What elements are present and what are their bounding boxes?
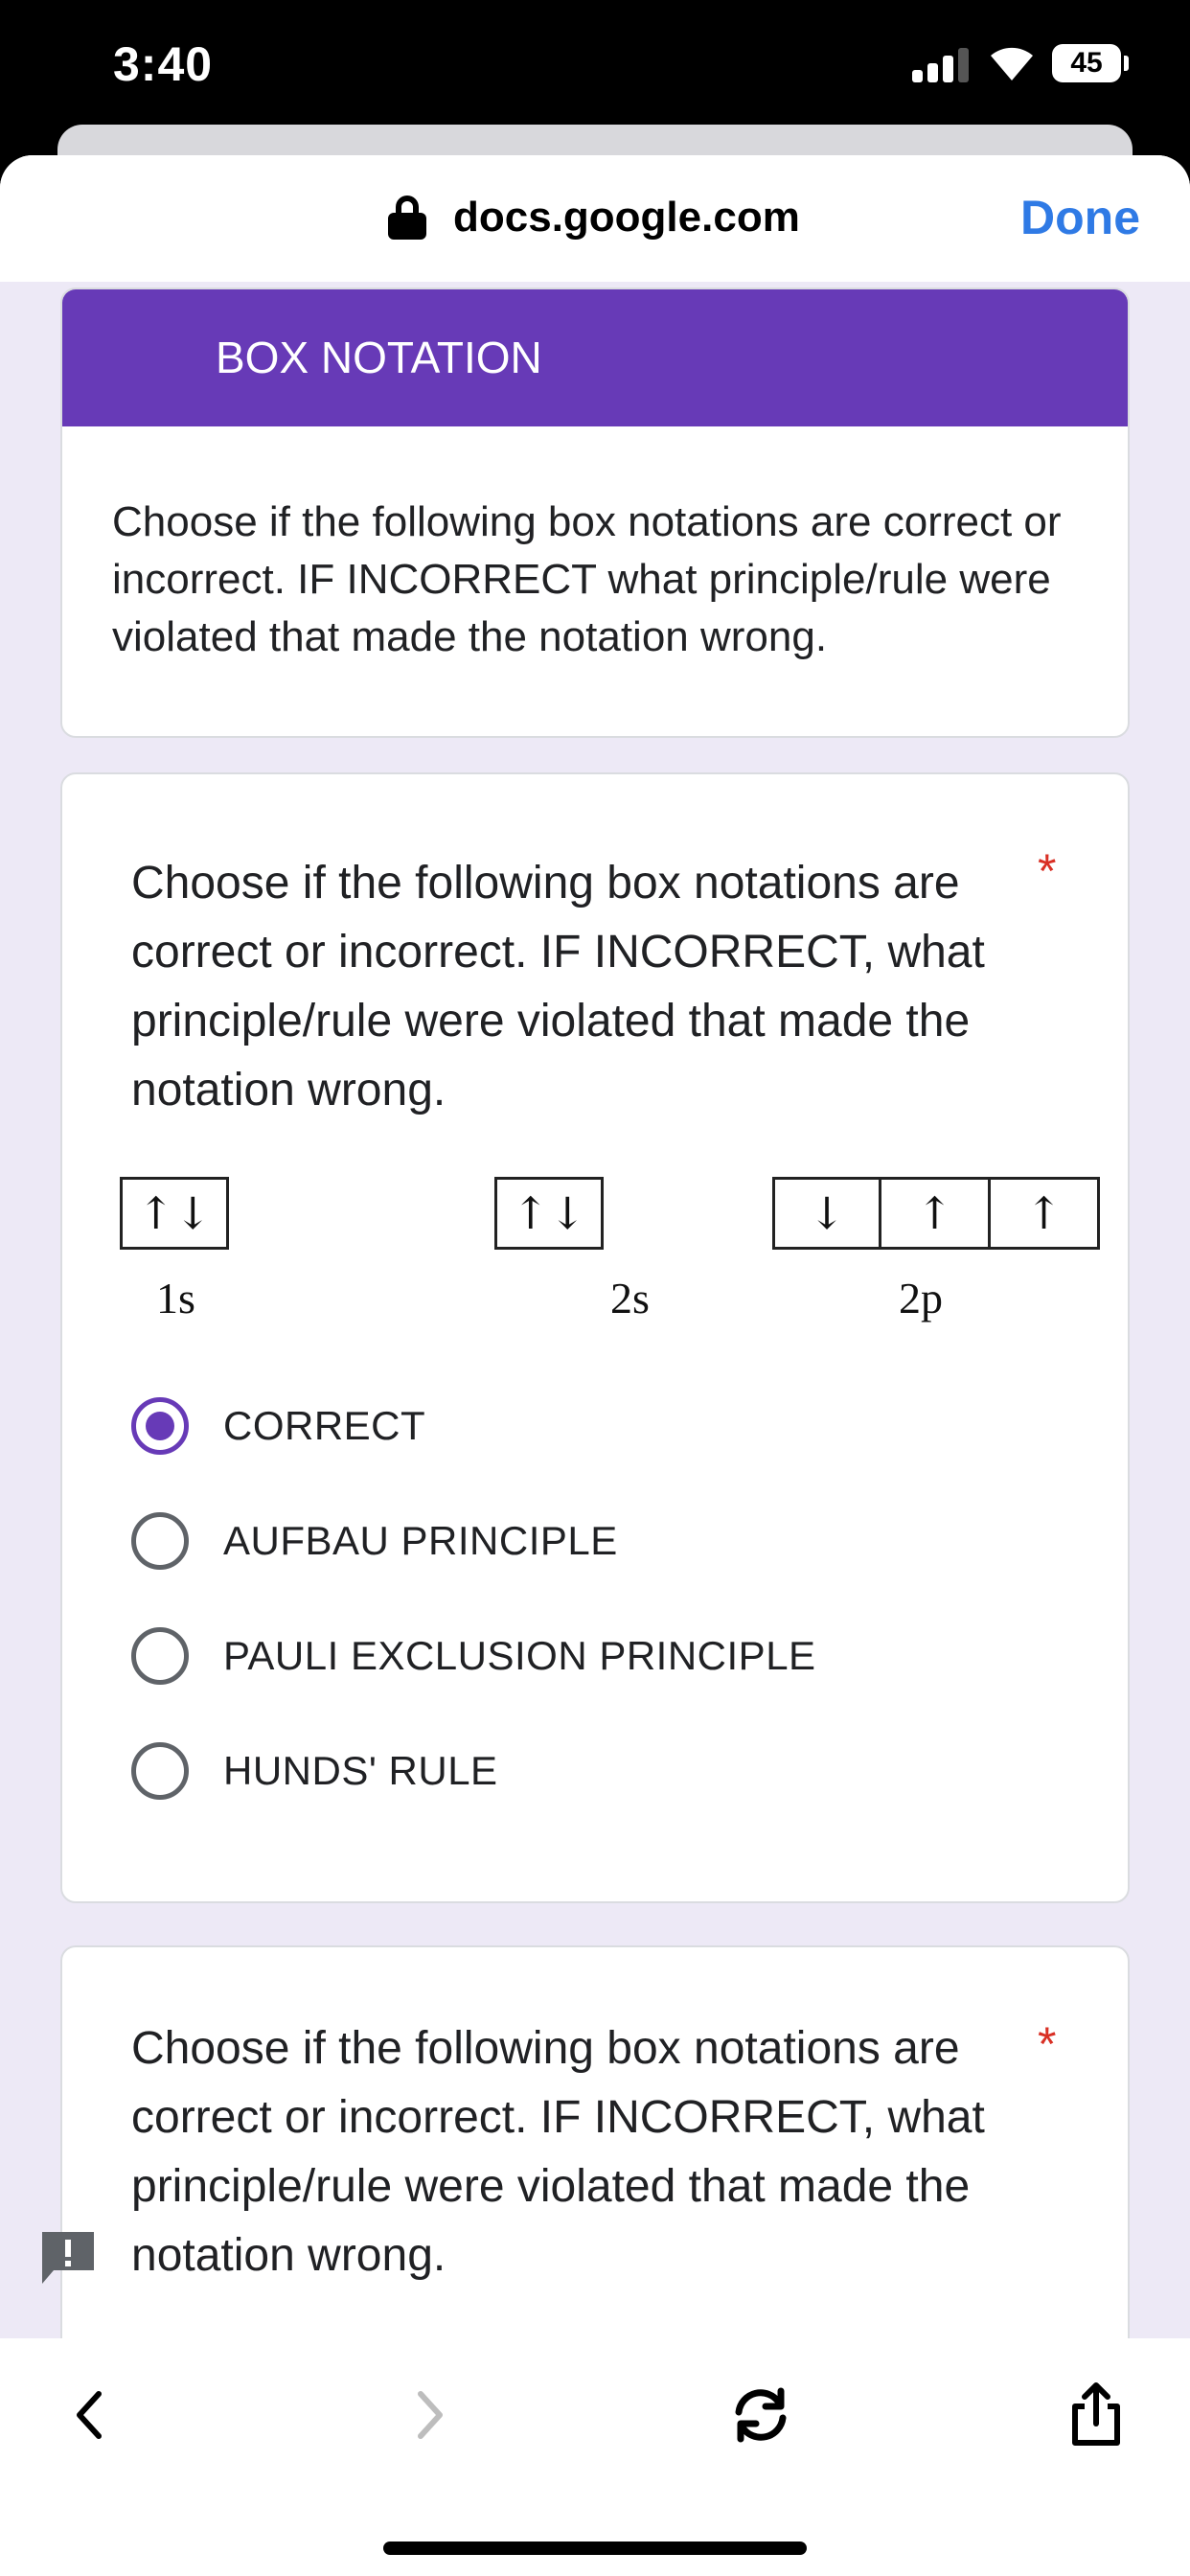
url-bar[interactable] [0, 155, 1190, 282]
orbital-box: ↑↓ [494, 1177, 604, 1250]
back-button[interactable] [42, 2367, 138, 2463]
orbital-box: ↑ [881, 1177, 991, 1250]
question-card [60, 1945, 1130, 2338]
question-title: Choose if the following box notations are correct or incorrect. IF INCORRECT, what principle/rule were violated that made the notation wrong. [131, 858, 985, 1116]
orbital-box: ↑↓ [120, 1177, 229, 1250]
option-pauli-exclusion-principle[interactable] [131, 1627, 1089, 1742]
cellular-signal-icon [912, 48, 970, 82]
form-content[interactable] [0, 282, 1190, 2338]
option-label[interactable]: CORRECT [223, 1403, 426, 1448]
url-domain[interactable]: docs.google.com [453, 194, 800, 241]
radio-button[interactable] [131, 1627, 189, 1685]
wifi-icon [987, 42, 1037, 82]
reload-button[interactable] [713, 2367, 809, 2463]
orbital-2p [772, 1177, 1100, 1250]
radio-group [131, 1397, 1089, 1857]
forward-icon [405, 2386, 453, 2444]
option-aufbau-principle[interactable] [131, 1512, 1089, 1627]
orbital-2s [494, 1177, 604, 1250]
radio-button[interactable] [131, 1512, 189, 1570]
back-icon [66, 2386, 114, 2444]
option-hunds-rule[interactable] [131, 1742, 1089, 1857]
radio-button-selected[interactable] [131, 1397, 189, 1455]
required-asterisk: * [1038, 2017, 1057, 2071]
option-label[interactable]: AUFBAU PRINCIPLE [223, 1518, 618, 1563]
reload-icon [727, 2381, 794, 2449]
section-title: BOX NOTATION [62, 289, 1128, 426]
box-notation-diagram [120, 1177, 1078, 1349]
orbital-box: ↑ [991, 1177, 1100, 1250]
question-card [60, 772, 1130, 1903]
status-time: 3:40 [113, 37, 214, 91]
orbital-1s [120, 1177, 229, 1250]
browser-toolbar [0, 2338, 1190, 2576]
option-correct[interactable] [131, 1397, 1089, 1512]
orbital-label: 2p [899, 1274, 943, 1322]
orbital-box: ↓ [772, 1177, 881, 1250]
question-title: Choose if the following box notations are correct or incorrect. IF INCORRECT, what principle/rule were violated that made the notation wrong. [131, 2023, 985, 2281]
option-label[interactable]: PAULI EXCLUSION PRINCIPLE [223, 1633, 816, 1678]
share-button[interactable] [1048, 2367, 1144, 2463]
orbital-label: 2s [610, 1274, 650, 1322]
share-icon [1067, 2381, 1125, 2449]
form-header-card [60, 288, 1130, 738]
required-asterisk: * [1038, 844, 1057, 898]
report-issue-icon[interactable] [38, 2228, 98, 2288]
option-label[interactable]: HUNDS' RULE [223, 1748, 498, 1793]
done-button[interactable]: Done [1020, 191, 1140, 244]
battery-indicator: 45 [1052, 44, 1121, 82]
status-bar [0, 0, 1190, 129]
forward-button[interactable] [381, 2367, 477, 2463]
home-indicator[interactable] [383, 2542, 807, 2555]
radio-button[interactable] [131, 1742, 189, 1800]
section-description: Choose if the following box notations are correct or incorrect. IF INCORRECT what principle/rule were violated that made the notation wrong. [112, 498, 1062, 660]
orbital-label: 1s [156, 1274, 195, 1322]
lock-icon [388, 196, 426, 240]
browser-sheet [0, 155, 1190, 2576]
battery-tip [1124, 56, 1129, 71]
